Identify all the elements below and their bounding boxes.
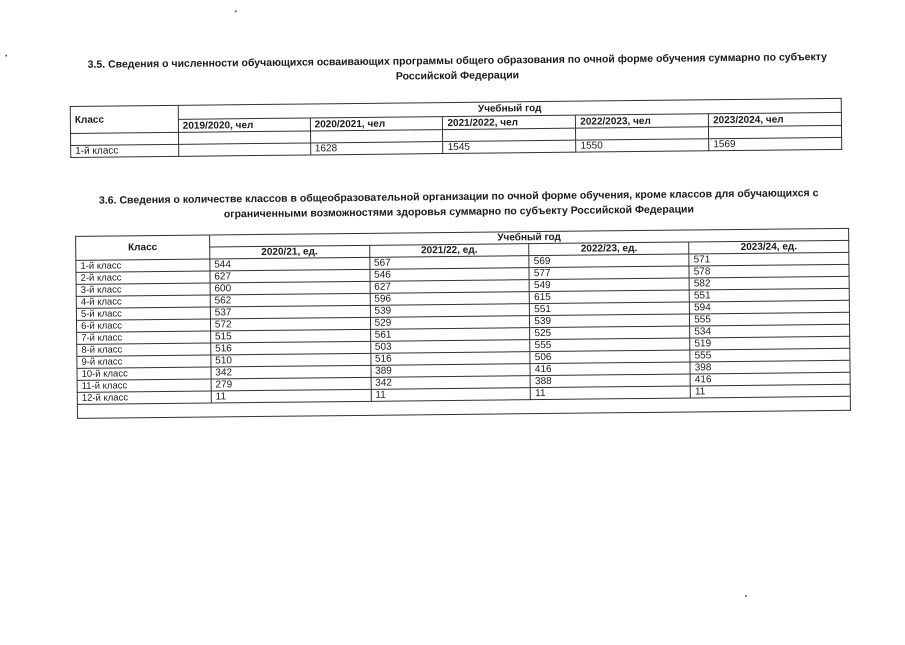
table-cell: 1628: [310, 142, 443, 155]
table-cell: 546: [370, 268, 530, 282]
students-count-table: [70, 98, 843, 158]
year-column-header: 2020/21, ед.: [210, 245, 370, 259]
table-cell: 562: [210, 293, 370, 307]
table-cell: 416: [690, 372, 850, 386]
class-label: 1-й класс: [76, 259, 210, 272]
year-column-header: 2020/2021, чел: [310, 117, 443, 131]
table-cell: 279: [211, 377, 371, 391]
table-cell: 1569: [709, 137, 842, 150]
school-year-header: Учебный год: [209, 228, 848, 247]
section-3-6-title-line2: ограниченными возможностями здоровья суммарно по субъекту Российской Федерации: [223, 203, 694, 221]
table-cell: 519: [690, 336, 850, 350]
table-cell: 561: [370, 328, 530, 342]
year-column-header: 2019/2020, чел: [178, 118, 310, 132]
year-column-header: 2021/2022, чел: [443, 115, 576, 129]
table-cell: 503: [370, 340, 530, 354]
scan-speck: [5, 55, 7, 57]
table-cell: 594: [689, 300, 849, 314]
class-label: 2-й класс: [76, 271, 210, 284]
table-cell: 516: [370, 352, 530, 366]
year-column-header: 2023/24, ед.: [689, 240, 849, 254]
table-cell: [178, 143, 310, 156]
table-cell: 539: [370, 304, 530, 318]
table-cell: 551: [689, 288, 849, 302]
class-header: Класс: [76, 235, 210, 260]
table-cell: 549: [529, 278, 689, 292]
table-cell: 11: [211, 389, 371, 403]
table-cell: 388: [530, 374, 690, 388]
table-cell: 578: [689, 264, 849, 278]
scan-speck: [235, 10, 237, 12]
section-3-5-title: [67, 50, 847, 88]
table-cell: 627: [370, 280, 530, 294]
class-label: 11-й класс: [77, 379, 211, 392]
table-cell: 555: [690, 348, 850, 362]
table-cell: 600: [210, 281, 370, 295]
year-column-header: 2023/2024, чел: [708, 112, 841, 126]
table-cell: 555: [530, 338, 690, 352]
table-cell: 416: [530, 362, 690, 376]
table-cell: 11: [371, 388, 531, 402]
table-cell: 525: [530, 326, 690, 340]
class-label: 3-й класс: [76, 283, 210, 296]
table-cell: 537: [210, 305, 370, 319]
scan-speck: [745, 595, 747, 597]
table-cell: 567: [369, 256, 529, 270]
class-label: 7-й класс: [77, 331, 211, 344]
table-cell: 11: [690, 384, 850, 398]
section-3-6-title: [69, 186, 849, 224]
table-cell: 596: [370, 292, 530, 306]
year-column-header: 2022/23, ед.: [529, 242, 689, 256]
table-cell: 577: [529, 266, 689, 280]
table-cell: 569: [529, 254, 689, 268]
table-cell: 389: [371, 364, 531, 378]
table-cell: 1550: [576, 139, 709, 152]
class-label: 8-й класс: [77, 343, 211, 356]
table-cell: 582: [689, 276, 849, 290]
class-label: 1-й класс: [71, 144, 179, 157]
year-column-header: 2021/22, ед.: [369, 244, 529, 258]
table-cell: 615: [530, 290, 690, 304]
table-cell: 544: [210, 257, 370, 271]
table-cell: 342: [371, 376, 531, 390]
section-3-5-title-line1: 3.5. Сведения о численности обучающихся осваивающих программы общего образования по очной форме обучения суммарно по субъекту: [87, 51, 828, 71]
class-label: 12-й класс: [77, 391, 211, 404]
table-cell: 510: [211, 353, 371, 367]
table-cell: 529: [370, 316, 530, 330]
table-cell: 342: [211, 365, 371, 379]
table-cell: 571: [689, 252, 849, 266]
table-cell: 11: [531, 386, 691, 400]
table-cell: 516: [211, 341, 371, 355]
table-cell: 534: [690, 324, 850, 338]
table-cell: 551: [530, 302, 690, 316]
class-label: 5-й класс: [76, 307, 210, 320]
table-cell: 398: [690, 360, 850, 374]
table-cell: 627: [210, 269, 370, 283]
school-year-header: Учебный год: [178, 98, 841, 119]
year-column-header: 2022/2023, чел: [576, 114, 709, 128]
class-label: 10-й класс: [77, 367, 211, 380]
class-label: 6-й класс: [76, 319, 210, 332]
table-cell: 539: [530, 314, 690, 328]
classes-count-table: [75, 228, 851, 419]
table-cell: 506: [530, 350, 690, 364]
table-cell: 572: [210, 317, 370, 331]
table-cell: 515: [210, 329, 370, 343]
section-3-6-title-line1: 3.6. Сведения о количестве классов в общеобразовательной организации по очной форме обучения, кроме классов для обучающихся с: [98, 187, 819, 207]
class-header: Класс: [70, 105, 178, 133]
table-cell: 555: [690, 312, 850, 326]
class-label: 9-й класс: [77, 355, 211, 368]
table-cell: 1545: [443, 140, 576, 153]
class-label: 4-й класс: [76, 295, 210, 308]
section-3-5-title-line2: Российской Федерации: [395, 69, 520, 83]
